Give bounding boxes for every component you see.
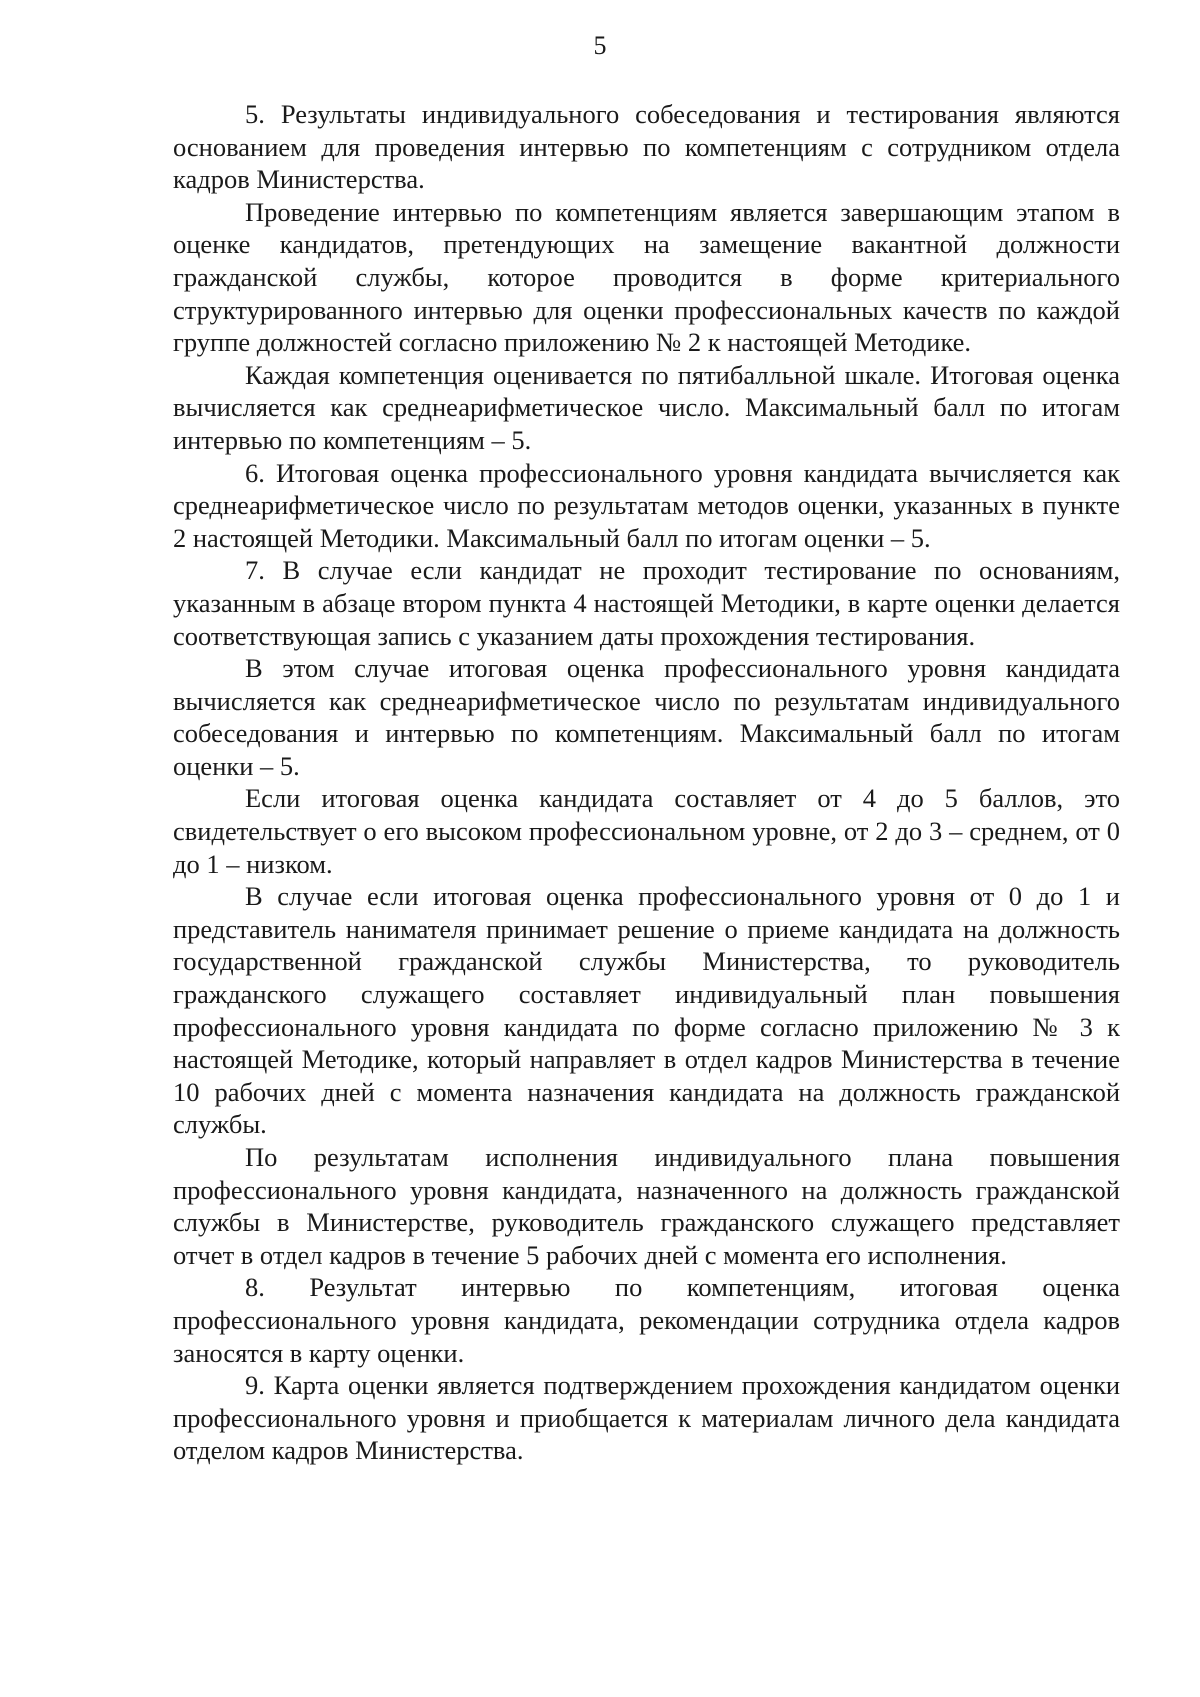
paragraph-score-levels: Если итоговая оценка кандидата составляет от 4 до 5 баллов, это свидетельствует о его высоком профессиональном уровне, от 2 до 3 – среднем, от 0 до 1 – низком. — [173, 783, 1120, 879]
paragraph-plan-report: По результатам исполнения индивидуального плана повышения профессионального уровня кандидата, назначенного на должность гражданской службы в Министерстве, руководитель гражданского служащего представляет отчет в отдел кадров в течение 5 рабочих дней с момента его исполнения. — [173, 1142, 1120, 1270]
document-body — [173, 98, 1120, 1467]
paragraph-item-9: 9. Карта оценки является подтверждением прохождения кандидатом оценки профессионального уровня и приобщается к материалам личного дела кандидата отделом кадров Министерства. — [173, 1370, 1120, 1466]
paragraph-item-8: 8. Результат интервью по компетенциям, итоговая оценка профессионального уровня кандидата, рекомендации сотрудника отдела кадров заносятся в карту оценки. — [173, 1272, 1120, 1368]
page-number: 5 — [593, 31, 607, 60]
paragraph-improvement-plan: В случае если итоговая оценка профессионального уровня от 0 до 1 и представитель нанимателя принимает решение о приеме кандидата на должность государственной гражданской службы Министерства, то руководитель гражданского служащего составляет индивидуальный план повышения профессионального уровня кандидата по форме согласно приложению № 3 к настоящей Методике, который направляет в отдел кадров Министерства в течение 10 рабочих дней с момента назначения кандидата на должность гражданской службы. — [173, 881, 1120, 1140]
paragraph-competency-scale: Каждая компетенция оценивается по пятибалльной шкале. Итоговая оценка вычисляется как среднеарифметическое число. Максимальный балл по итогам интервью по компетенциям – 5. — [173, 359, 1120, 455]
paragraph-item-7-alternative: В этом случае итоговая оценка профессионального уровня кандидата вычисляется как среднеарифметическое число по результатам индивидуального собеседования и интервью по компетенциям. Максимальный балл по итогам оценки – 5. — [173, 653, 1120, 781]
paragraph-item-6: 6. Итоговая оценка профессионального уровня кандидата вычисляется как среднеарифметическое число по результатам методов оценки, указанных в пункте 2 настоящей Методики. Максимальный балл по итогам оценки – 5. — [173, 457, 1120, 553]
paragraph-item-5: 5. Результаты индивидуального собеседования и тестирования являются основанием для проведения интервью по компетенциям с сотрудником отдела кадров Министерства. — [173, 99, 1120, 195]
paragraph-interview-description: Проведение интервью по компетенциям является завершающим этапом в оценке кандидатов, претендующих на замещение вакантной должности гражданской службы, которое проводится в форме критериального структурированного интервью для оценки профессиональных качеств по каждой группе должностей согласно приложению № 2 к настоящей Методике. — [173, 196, 1120, 358]
paragraph-item-7: 7. В случае если кандидат не проходит тестирование по основаниям, указанным в абзаце втором пункта 4 настоящей Методики, в карте оценки делается соответствующая запись с указанием даты прохождения тестирования. — [173, 555, 1120, 651]
